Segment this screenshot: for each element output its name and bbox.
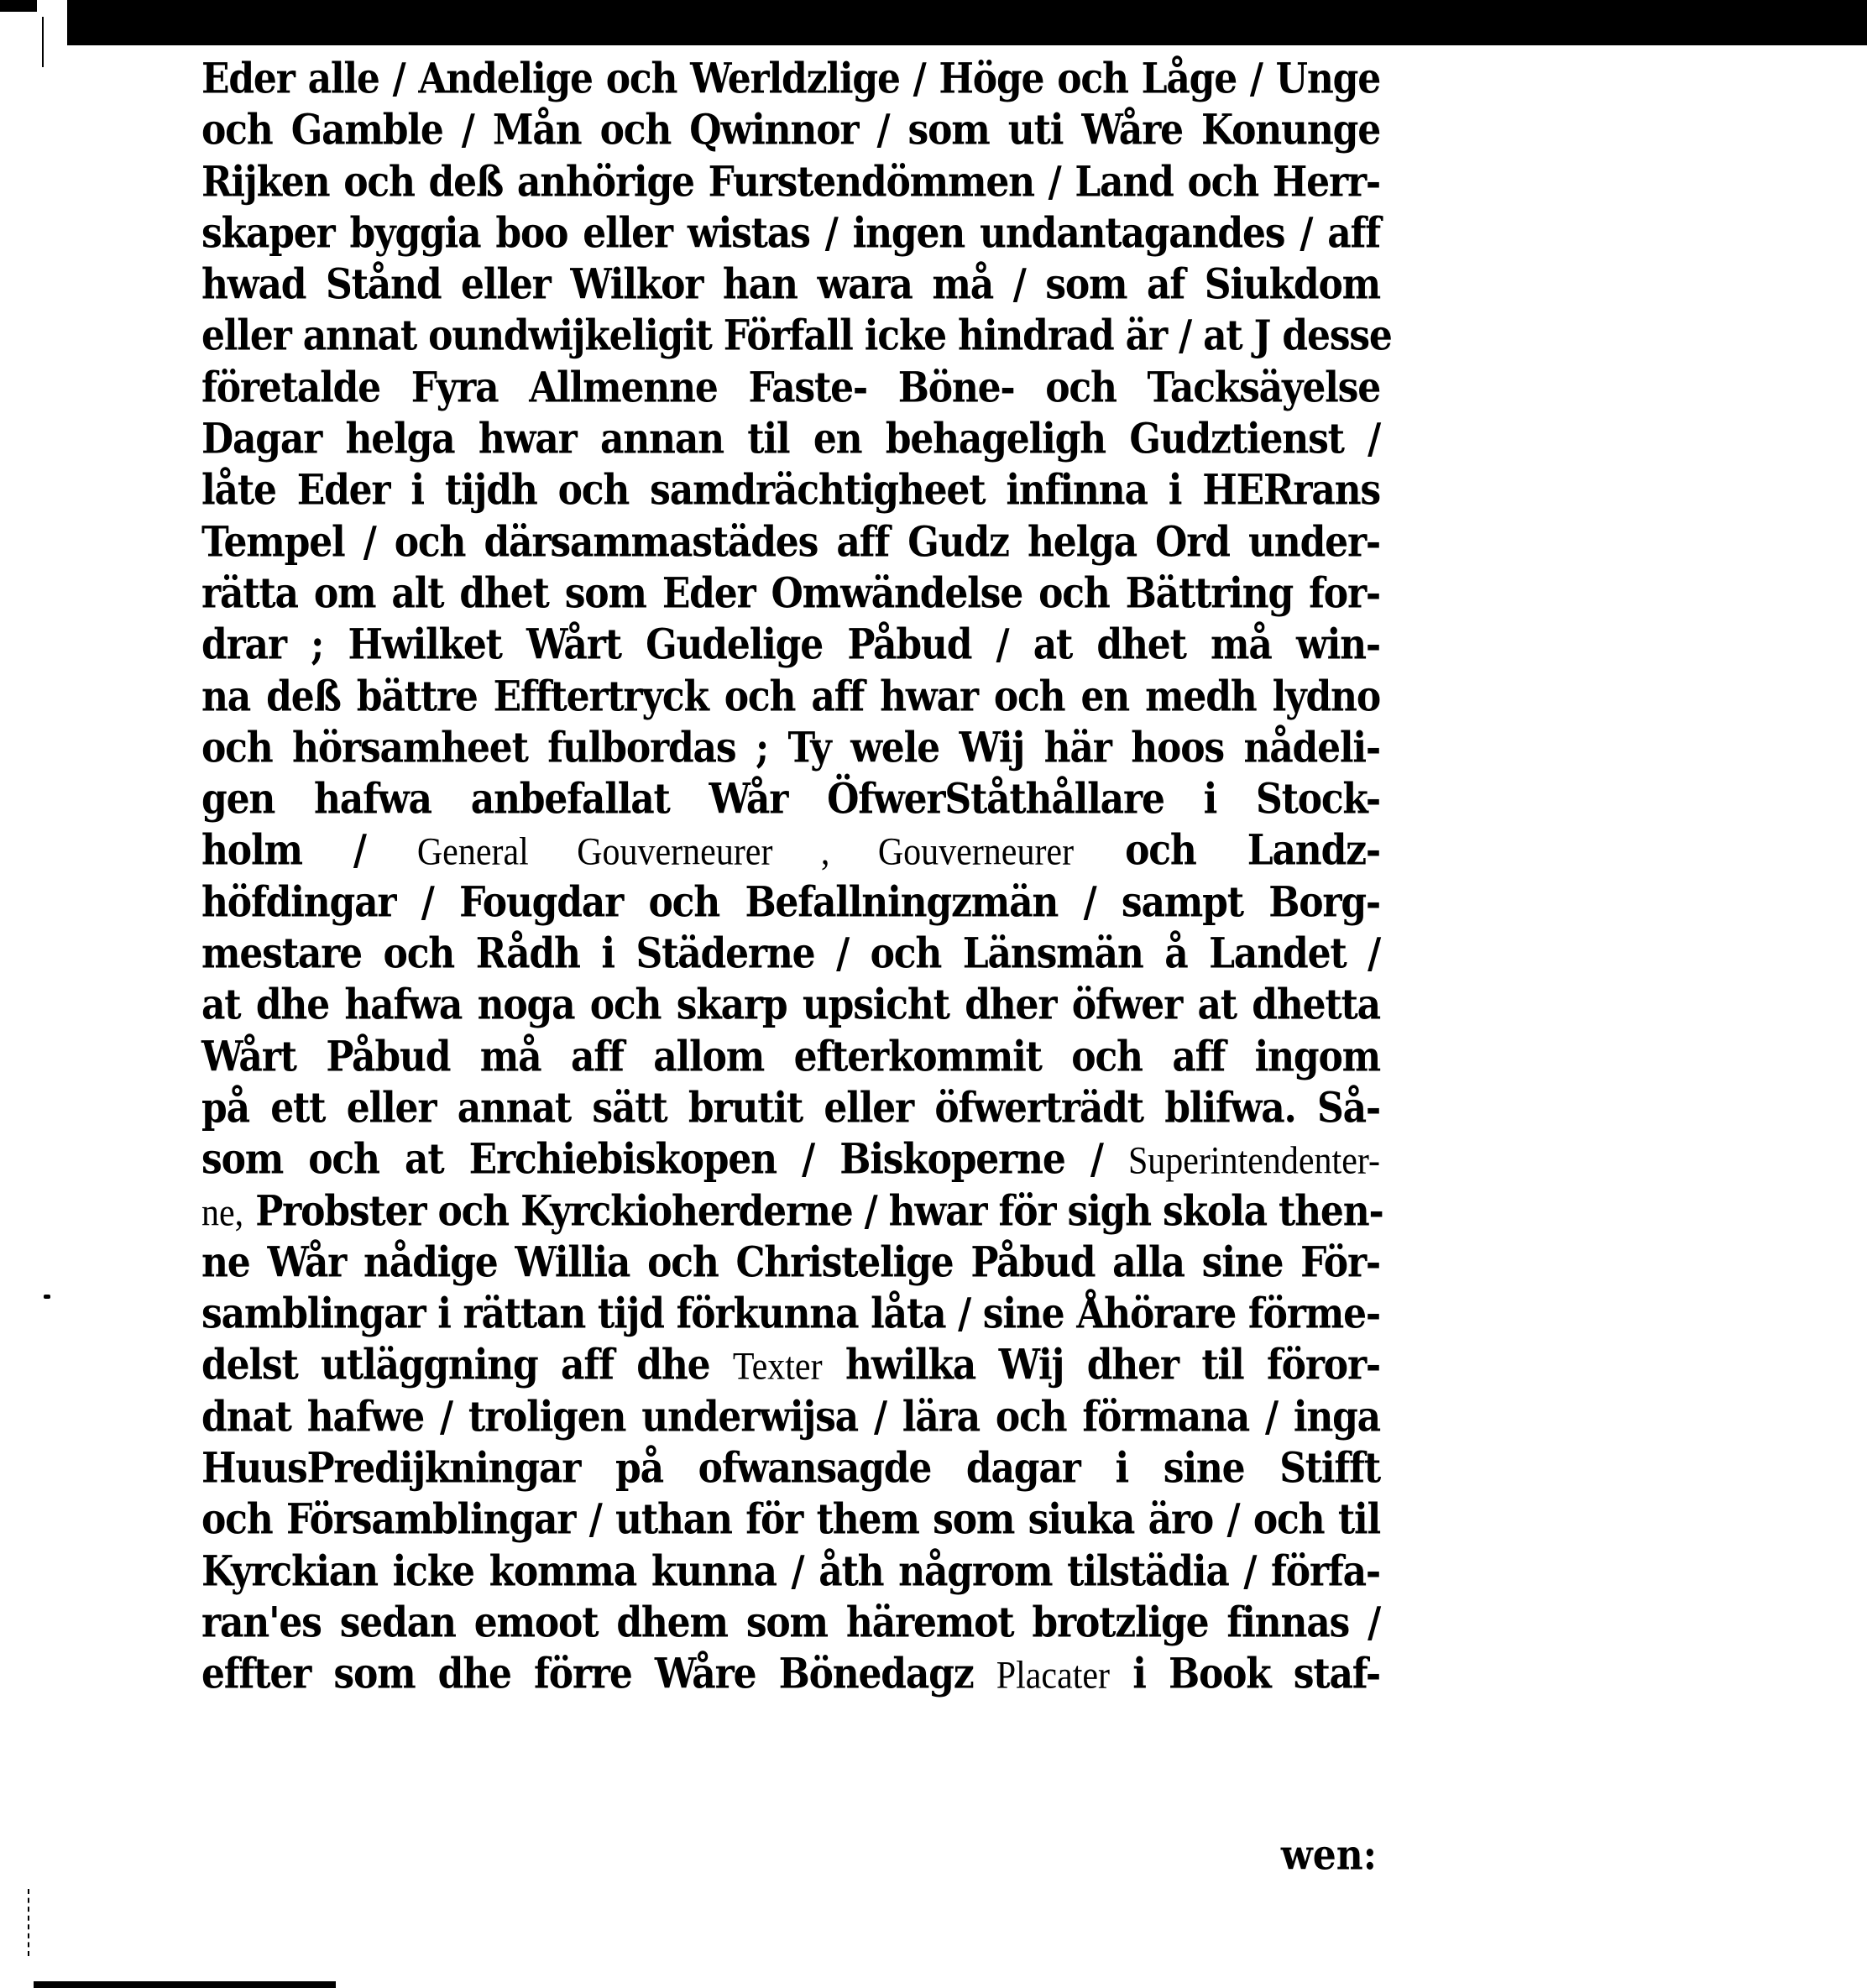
page-edge-dots	[28, 1889, 29, 1956]
text-line: på ett eller annat sätt brutit eller öfwerträdt blifwa. Så-	[201, 1084, 1380, 1133]
fraktur-text: och Landz-	[1074, 827, 1380, 876]
text-line: ne Wår nådige Willia och Christelige Påbud alla sine För-	[201, 1238, 1380, 1287]
text-line	[201, 1337, 1380, 1395]
text-line: skaper byggia boo eller wistas / ingen undantagandes / aff	[201, 209, 1380, 258]
catchword: wen:	[1280, 1831, 1377, 1881]
text-line	[201, 1132, 1380, 1190]
antiqua-text: Superintendenter-	[1127, 1139, 1380, 1184]
antiqua-text: ne,	[201, 1190, 244, 1235]
text-line: dnat hafwe / troligen underwijsa / lära och förmana / inga	[201, 1393, 1380, 1441]
text-line: HuusPredijkningar på ofwansagde dagar i sine Stifft	[201, 1444, 1380, 1494]
fraktur-text: holm /	[201, 827, 417, 876]
text-line: at dhe hafwa noga och skarp upsicht dher öfwer at dhetta	[201, 981, 1380, 1030]
fraktur-text: Probster och Kyrckioherderne / hwar för sigh skola then-	[243, 1187, 1383, 1236]
scanner-border-bottom	[34, 1981, 336, 1988]
text-line: rätta om alt dhet som Eder Omwändelse och Bättring for-	[201, 569, 1380, 619]
text-line: Wårt Påbud må aff allom efterkommit och aff ingom	[201, 1033, 1380, 1081]
text-line: och hörsamheet fulbordas ; Ty wele Wij här hoos nådeli-	[201, 724, 1380, 772]
antiqua-text: Texter	[732, 1345, 823, 1389]
scanner-border-top-left	[0, 0, 37, 12]
text-line: samblingar i rättan tijd förkunna låta / sine Åhörare förme-	[201, 1290, 1380, 1339]
text-line: eller annat oundwijkeligit Förfall icke hindrad är / at J desse	[201, 312, 1392, 361]
antiqua-text: General Gouverneurer , Gouverneurer	[416, 830, 1075, 875]
scanner-border-top	[67, 0, 1867, 45]
text-line: Rijken och deß anhörige Furstendömmen / Land och Herr-	[201, 158, 1380, 207]
text-line: Dagar helga hwar annan til en behageligh Gudztienst /	[201, 416, 1380, 464]
text-line: Tempel / och därsammastädes aff Gudz helga Ord under-	[201, 518, 1380, 567]
text-line	[201, 1646, 1380, 1704]
text-line: Eder alle / Andelige och Werldzlige / Höge och Låge / Unge	[201, 55, 1380, 104]
ink-speck	[44, 1295, 50, 1299]
fraktur-text: hwilka Wij dher til föror-	[822, 1342, 1380, 1390]
fraktur-text: i Book staf-	[1110, 1651, 1380, 1699]
text-line: låte Eder i tijdh och samdrächtigheet infinna i HERrans	[201, 467, 1380, 515]
page-edge-line	[42, 17, 44, 67]
text-line: gen hafwa anbefallat Wår ÖfwerStåthållare i Stock-	[201, 776, 1380, 824]
text-line: företalde Fyra Allmenne Faste- Böne- och Tacksäyelse	[201, 364, 1380, 412]
text-line	[201, 1183, 1383, 1241]
antiqua-text: Placater	[996, 1654, 1111, 1698]
text-line: höfdingar / Fougdar och Befallningzmän / sampt Borg-	[201, 878, 1380, 927]
text-line: och Församblingar / uthan för them som siuka äro / och til	[201, 1496, 1380, 1545]
text-line: na deß bättre Efftertryck och aff hwar och en medh lydno	[201, 672, 1380, 721]
document-text-block	[201, 54, 1392, 1701]
fraktur-text: effter som dhe förre Wåre Bönedagz	[201, 1651, 996, 1699]
text-line: Kyrckian icke komma kunna / åth någrom tilstädia / förfa-	[201, 1547, 1380, 1596]
text-line: drar ; Hwilket Wårt Gudelige Påbud / at dhet må win-	[201, 621, 1380, 670]
fraktur-text: som och at Erchiebiskopen / Biskoperne /	[201, 1136, 1128, 1185]
text-line: hwad Stånd eller Wilkor han wara må / som af Siukdom	[201, 261, 1380, 310]
text-line: ran'es sedan emoot dhem som häremot brotzlige finnas /	[201, 1598, 1380, 1647]
text-line: och Gamble / Mån och Qwinnor / som uti Wåre Konunge	[201, 107, 1380, 155]
fraktur-text: delst utläggning aff dhe	[201, 1342, 733, 1390]
text-line: mestare och Rådh i Städerne / och Länsmän å Landet /	[201, 929, 1380, 979]
text-line	[201, 823, 1380, 881]
